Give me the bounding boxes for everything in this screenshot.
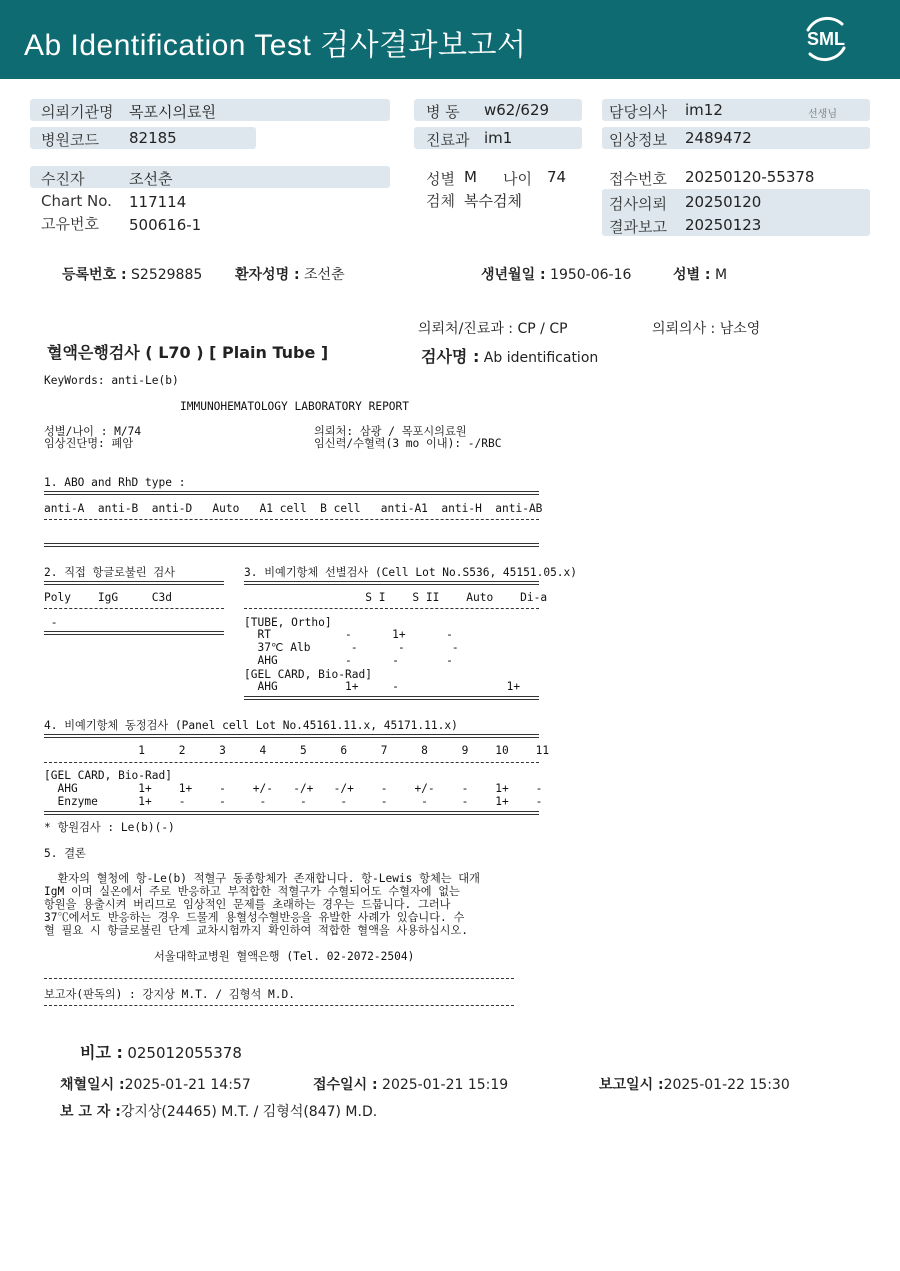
footer-reporter-value: 강지상(24465) M.T. / 김형석(847) M.D. bbox=[120, 1104, 378, 1120]
chart-value: 117114 bbox=[129, 193, 187, 211]
s3-row: [TUBE, Ortho] bbox=[244, 616, 332, 629]
reg-dob-value: 1950-06-16 bbox=[550, 267, 632, 283]
note-value: 025012055378 bbox=[127, 1044, 242, 1062]
sex-value: M bbox=[464, 168, 477, 186]
ward-value: w62/629 bbox=[484, 101, 550, 119]
s2-value: - bbox=[44, 616, 58, 629]
report-sex-age: 성별/나이 : M/74 bbox=[44, 425, 142, 438]
institution-value: 목포시의료원 bbox=[129, 103, 216, 121]
order-doctor-label: 의뢰의사 : bbox=[652, 321, 716, 337]
s4-row: Enzyme 1+ - - - - - - - - 1+ - bbox=[44, 795, 543, 808]
note-label: 비고 : bbox=[80, 1043, 123, 1062]
s3-row: AHG - - - bbox=[244, 654, 453, 667]
test-title: 혈액은행검사 ( L70 ) [ Plain Tube ] bbox=[47, 343, 329, 362]
result-value: 20250123 bbox=[685, 216, 762, 234]
age-value: 74 bbox=[547, 168, 567, 186]
s3-row: [GEL CARD, Bio-Rad] bbox=[244, 668, 372, 681]
s5-title: 5. 결론 bbox=[44, 847, 86, 860]
chart-label: Chart No. bbox=[41, 192, 112, 210]
s4-header: 1 2 3 4 5 6 7 8 9 10 11 bbox=[44, 744, 550, 757]
conclusion-line: 환자의 혈청에 항-Le(b) 적혈구 동종항체가 존재합니다. 항-Lewis 항체는 대개 bbox=[44, 872, 480, 885]
sex-label: 성별 bbox=[426, 170, 455, 188]
result-label: 결과보고 bbox=[609, 218, 667, 236]
receipt-label: 접수번호 bbox=[609, 170, 667, 188]
hospital-code-label: 병원코드 bbox=[41, 131, 99, 149]
doctor-label: 담당의사 bbox=[609, 103, 667, 121]
sml-logo bbox=[798, 12, 854, 66]
conclusion-line: 37℃에서도 반응하는 경우 드물게 용혈성수혈반응을 유발한 사례가 있습니다. 수 bbox=[44, 911, 465, 924]
report-time-value: 2025-01-22 15:30 bbox=[663, 1077, 790, 1093]
doctor-suffix: 선생님 bbox=[808, 109, 837, 120]
s2-header: Poly IgG C3d bbox=[44, 591, 172, 604]
doctor-value: im12 bbox=[685, 101, 723, 119]
test-name-value: Ab identification bbox=[483, 350, 599, 366]
order-doctor-value: 남소영 bbox=[719, 321, 761, 337]
unique-value: 500616-1 bbox=[129, 216, 202, 234]
reg-name-label: 환자성명 : bbox=[235, 267, 300, 283]
ward-label: 병 동 bbox=[426, 103, 460, 121]
keywords: KeyWords: anti-Le(b) bbox=[44, 374, 179, 387]
clinical-value: 2489472 bbox=[685, 129, 752, 147]
logo-text: SML bbox=[807, 29, 845, 49]
conclusion-line: IgM 이며 실온에서 주로 반응하고 부적합한 적혈구가 수혈되어도 수혈자에 없는 bbox=[44, 885, 460, 898]
collect-label: 채혈일시 : bbox=[60, 1077, 125, 1093]
reg-no-value: S2529885 bbox=[131, 267, 203, 283]
reg-dob-label: 생년월일 : bbox=[481, 267, 546, 283]
s4-row: AHG 1+ 1+ - +/- -/+ -/+ - +/- - 1+ - bbox=[44, 782, 543, 795]
lab-contact: 서울대학교병원 혈액은행 (Tel. 02-2072-2504) bbox=[154, 950, 415, 963]
report-reporter: 보고자(판독의) : 강지상 M.T. / 김형석 M.D. bbox=[44, 988, 295, 1001]
institution-label: 의뢰기관명 bbox=[41, 103, 114, 121]
clinical-label: 임상정보 bbox=[609, 131, 667, 149]
s1-header: anti-A anti-B anti-D Auto A1 cell B cell anti-A1 anti-H anti-AB bbox=[44, 502, 543, 515]
reg-no-label: 등록번호 : bbox=[62, 267, 127, 283]
request-value: 20250120 bbox=[685, 193, 762, 211]
order-dept-value: CP / CP bbox=[517, 321, 568, 337]
s4-title: 4. 비예기항체 동정검사 (Panel cell Lot No.45161.11.x, 45171.11.x) bbox=[44, 719, 458, 732]
unique-label: 고유번호 bbox=[41, 215, 99, 233]
report-diagnosis: 임상진단명: 폐암 bbox=[44, 437, 134, 450]
s3-header: S I S II Auto Di-a bbox=[244, 591, 548, 604]
receipt-value: 20250120-55378 bbox=[685, 168, 815, 186]
report-requester: 의뢰처: 삼광 / 목포시의료원 bbox=[314, 425, 467, 438]
receive-value: 2025-01-21 15:19 bbox=[382, 1077, 509, 1093]
test-name-label: 검사명 : bbox=[421, 347, 480, 366]
report-header bbox=[0, 0, 900, 79]
receive-label: 접수일시 : bbox=[313, 1077, 378, 1093]
conclusion-line: 혈 필요 시 항글로불린 단계 교차시험까지 확인하여 적합한 혈액을 사용하십시오. bbox=[44, 924, 468, 937]
reg-sex-value: M bbox=[714, 267, 728, 283]
order-dept-label: 의뢰처/진료과 : bbox=[418, 321, 514, 337]
s2-title: 2. 직접 항글로불린 검사 bbox=[44, 566, 175, 579]
age-label: 나이 bbox=[503, 170, 532, 188]
s3-title: 3. 비예기항체 선별검사 (Cell Lot No.S536, 45151.05.x) bbox=[244, 566, 578, 579]
s3-row: 37℃ Alb - - - bbox=[244, 641, 459, 654]
request-label: 검사의뢰 bbox=[609, 195, 667, 213]
s3-row: RT - 1+ - bbox=[244, 628, 453, 641]
dept-value: im1 bbox=[484, 129, 513, 147]
s4-row: [GEL CARD, Bio-Rad] bbox=[44, 769, 172, 782]
specimen-value: 복수검체 bbox=[464, 192, 522, 210]
footer-reporter-label: 보 고 자 : bbox=[60, 1104, 121, 1120]
specimen-label: 검체 bbox=[426, 192, 455, 210]
s1-title: 1. ABO and RhD type : bbox=[44, 476, 186, 489]
conclusion-line: 항원을 용출시켜 버리므로 임상적인 문제를 초래하는 경우는 드뭅니다. 그러나 bbox=[44, 898, 451, 911]
reg-sex-label: 성별 : bbox=[673, 267, 711, 283]
patient-label: 수진자 bbox=[41, 170, 85, 188]
collect-value: 2025-01-21 14:57 bbox=[124, 1077, 251, 1093]
antigen-test: * 항원검사 : Le(b)(-) bbox=[44, 821, 175, 834]
hospital-code-value: 82185 bbox=[129, 129, 177, 147]
dept-label: 진료과 bbox=[426, 131, 470, 149]
report-title-mono: IMMUNOHEMATOLOGY LABORATORY REPORT bbox=[180, 400, 410, 413]
report-pregnancy: 임신력/수혈력(3 mo 이내): -/RBC bbox=[314, 437, 502, 450]
reg-name-value: 조선춘 bbox=[304, 267, 345, 283]
report-title: Ab Identification Test 검사결과보고서 bbox=[24, 29, 527, 62]
patient-value: 조선춘 bbox=[129, 170, 173, 188]
s3-row: AHG 1+ - 1+ bbox=[244, 680, 521, 693]
report-time-label: 보고일시 : bbox=[599, 1077, 664, 1093]
